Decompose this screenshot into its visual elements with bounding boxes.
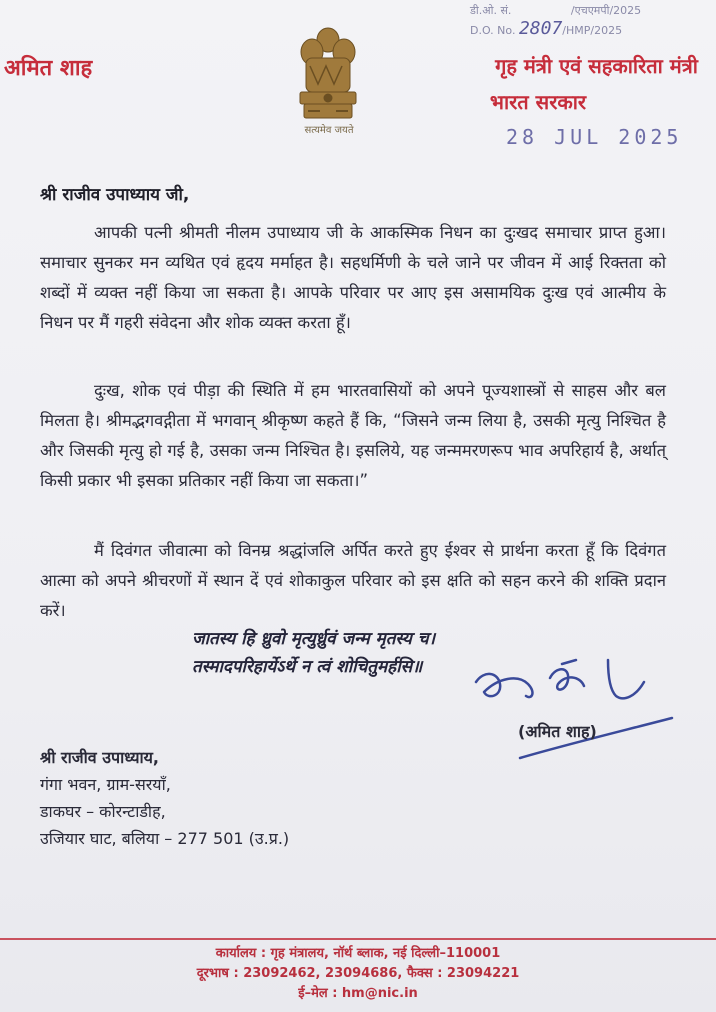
salutation: श्री राजीव उपाध्याय जी, bbox=[40, 185, 190, 205]
letter-paragraph-1 bbox=[40, 218, 666, 338]
national-emblem-icon bbox=[290, 22, 366, 134]
reference-number bbox=[470, 2, 641, 40]
addressee-block bbox=[40, 744, 289, 852]
addressee-address-line: गंगा भवन, ग्राम-सरयाँ, bbox=[40, 775, 171, 794]
ref-suffix-hindi: /एचएमपी/2025 bbox=[570, 4, 642, 17]
letter-paragraph-3 bbox=[40, 536, 666, 626]
handwritten-signature bbox=[458, 640, 688, 770]
footer-office: कार्यालय : गृह मंत्रालय, नॉर्थ ब्लाक, नई दिल्ली–110001 bbox=[215, 946, 501, 961]
letter-paragraph-2 bbox=[40, 376, 666, 496]
office-subtitle: भारत सरकार bbox=[489, 90, 587, 114]
office-title: गृह मंत्री एवं सहकारिता मंत्री bbox=[495, 54, 698, 78]
paragraph-text: आपकी पत्नी श्रीमती नीलम उपाध्याय जी के आकस्मिक निधन का दुःखद समाचार प्राप्त हुआ। समाचार सुनकर मन व्यथित एवं हृदय मर्माहत है। सहधर्मिणी के चले जाने पर जीवन में आई रिक्तता को शब्दों में व्यक्त नहीं किया जा सकता है। आपके परिवार पर आए इस असामयिक दुःख एवं आत्मीय के निधन पर मैं गहरी संवेदना और शोक व्यक्त करता हूँ। bbox=[40, 223, 666, 332]
ref-suffix-english: /HMP/2025 bbox=[562, 24, 623, 37]
emblem-motto: सत्यमेव जयते bbox=[304, 125, 354, 136]
footer-divider bbox=[0, 938, 716, 940]
ref-label-hindi: डी.ओ. सं. bbox=[470, 4, 512, 17]
shloka-line: तस्मादपरिहार्येऽर्थे न त्वं शोचितुमर्हसि॥ bbox=[192, 657, 423, 677]
gita-shloka bbox=[192, 625, 435, 681]
footer-phone: दूरभाष : 23092462, 23094686, फैक्स : 23094221 bbox=[196, 966, 520, 981]
date-stamp: 28 JUL 2025 bbox=[506, 125, 683, 149]
addressee-name: श्री राजीव उपाध्याय, bbox=[40, 748, 160, 767]
footer-email: ई–मेल : hm@nic.in bbox=[298, 986, 418, 1001]
ref-label-english: D.O. No. bbox=[470, 24, 516, 37]
paragraph-text: मैं दिवंगत जीवात्मा को विनम्र श्रद्धांजलि अर्पित करते हुए ईश्वर से प्रार्थना करता हूँ कि दिवंगत आत्मा को अपने श्रीचरणों में स्थान दें एवं शोकाकुल परिवार को इस क्षति को सहन करने की शक्ति प्रदान करें। bbox=[40, 541, 666, 620]
footer-contact bbox=[0, 944, 716, 1004]
addressee-address-line: डाकघर – कोरन्टाडीह, bbox=[40, 802, 166, 821]
addressee-address-line: उजियार घाट, बलिया – 277 501 (उ.प्र.) bbox=[40, 829, 290, 848]
paragraph-text: दुःख, शोक एवं पीड़ा की स्थिति में हम भारतवासियों को अपने पूज्यशास्त्रों से साहस और बल मिलता है। श्रीमद्भगवद्गीता में भगवान् श्रीकृष्ण कहते हैं कि, “जिसने जन्म लिया है, उसकी मृत्यु निश्चित है और जिसकी मृत्यु हो गई है, उसका जन्म निश्चित है। इसलिये, यह जन्ममरणरूप भाव अपरिहार्य है, अर्थात् किसी प्रकार भी इसका प्रतिकार नहीं किया जा सकता।” bbox=[40, 381, 666, 490]
ref-number: 2807 bbox=[518, 18, 563, 39]
sender-name: अमित शाह bbox=[4, 56, 93, 81]
shloka-line: जातस्य हि ध्रुवो मृत्युर्ध्रुवं जन्म मृतस्य च। bbox=[192, 629, 436, 649]
signer-name: (अमित शाह) bbox=[518, 722, 597, 741]
